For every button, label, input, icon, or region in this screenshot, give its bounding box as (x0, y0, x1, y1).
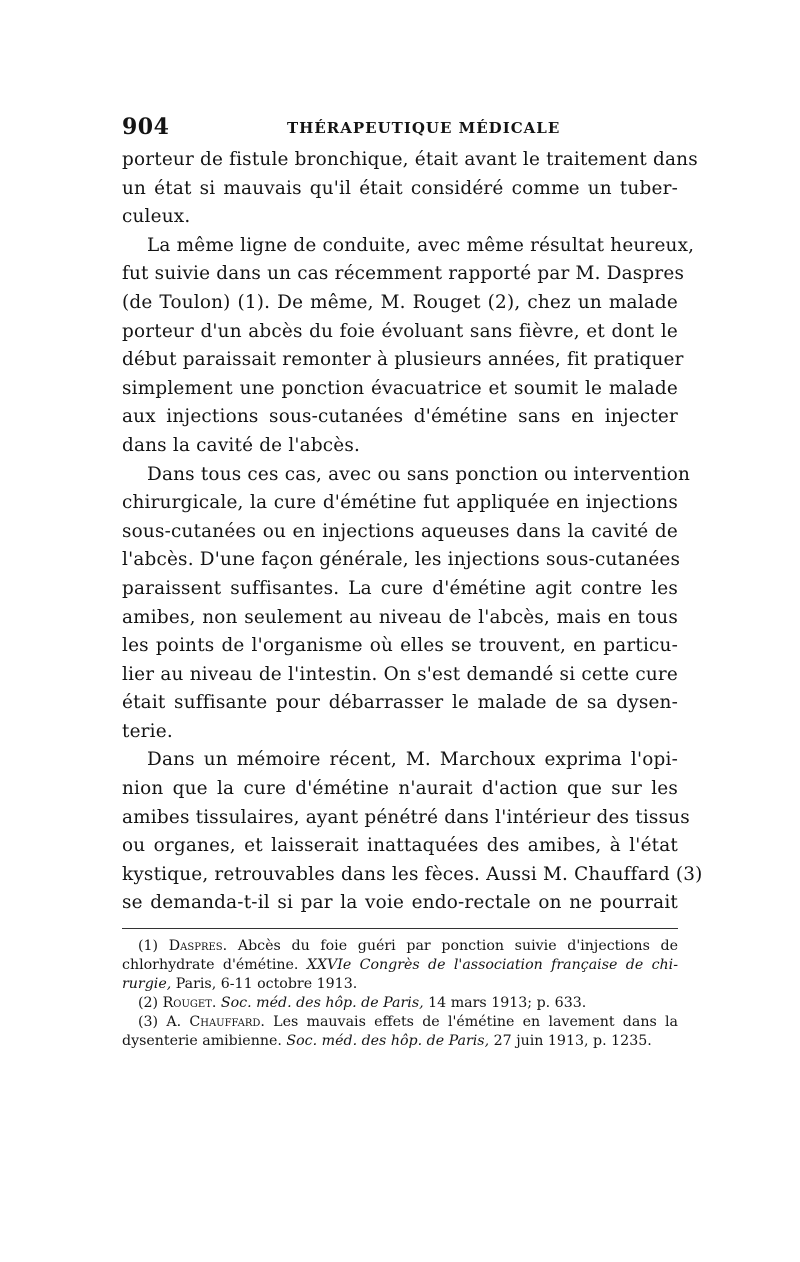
text-line: les points de l'organisme où elles se trouvent, en particu- (122, 635, 678, 657)
text-line: fut suivie dans un cas récemment rapporté par M. Daspres (122, 263, 685, 285)
main-text (122, 146, 703, 918)
running-title: THÉRAPEUTIQUE MÉDICALE (287, 119, 561, 137)
text-line: début paraissait remonter à plusieurs années, fit pratiquer (122, 349, 684, 371)
text-line: culeux. (122, 206, 191, 228)
text-line: était suffisante pour débarrasser le malade de sa dysen- (122, 692, 678, 714)
text-line: porteur de fistule bronchique, était avant le traitement dans (122, 149, 698, 170)
text-line: (de Toulon) (1). De même, M. Rouget (2), chez un malade (122, 291, 678, 313)
text-line: un état si mauvais qu'il était considéré comme un tuber- (122, 177, 678, 199)
text-line: simplement une ponction évacuatrice et soumit le malade (122, 377, 678, 399)
footnote-1: (1) Daspres. Abcès du foie guéri par ponction suivie d'injections de (138, 938, 679, 955)
text-line: lier au niveau de l'intestin. On s'est demandé si cette cure (122, 663, 678, 685)
text-line: kystique, retrouvables dans les fèces. Aussi M. Chauffard (3) (122, 863, 703, 885)
text-line: l'abcès. D'une façon générale, les injections sous-cutanées (122, 549, 681, 571)
footnote-divider (122, 928, 678, 929)
book-page (122, 110, 703, 1051)
text-line: dans la cavité de l'abcès. (122, 434, 361, 456)
text-line: paraissent suffisantes. La cure d'émétine agit contre les (122, 577, 678, 599)
text-line: porteur d'un abcès du foie évoluant sans fièvre, et dont le (122, 320, 678, 342)
text-line: amibes tissulaires, ayant pénétré dans l'intérieur des tissus (122, 806, 690, 828)
footnote-1-cont: chlorhydrate d'émétine. XXVIe Congrès de l'association française de chi- (122, 957, 678, 974)
text-line: La même ligne de conduite, avec même résultat heureux, (147, 234, 695, 256)
text-line: chirurgicale, la cure d'émétine fut appliquée en injections (122, 492, 678, 514)
text-line: se demanda-t-il si par la voie endo-rectale on ne pourrait (122, 892, 678, 914)
text-line: Dans tous ces cas, avec ou sans ponction ou intervention (147, 463, 691, 485)
page-number: 904 (122, 114, 170, 140)
text-line: terie. (122, 720, 173, 742)
text-line: nion que la cure d'émétine n'aurait d'action que sur les (122, 778, 678, 800)
running-header (122, 110, 678, 144)
text-line: amibes, non seulement au niveau de l'abcès, mais en tous (122, 606, 678, 628)
footnote-2: (2) Rouget. Soc. méd. des hôp. de Paris, 14 mars 1913; p. 633. (138, 995, 587, 1012)
text-line: ou organes, et laisserait inattaquées des amibes, à l'état (122, 835, 678, 857)
footnote-3-end: dysenterie amibienne. Soc. méd. des hôp. de Paris, 27 juin 1913, p. 1235. (122, 1033, 652, 1050)
text-line: Dans un mémoire récent, M. Marchoux exprima l'opi- (147, 749, 678, 771)
footnote-3: (3) A. Chauffard. Les mauvais effets de l'émétine en lavement dans la (138, 1014, 678, 1031)
text-line: sous-cutanées ou en injections aqueuses dans la cavité de (122, 520, 678, 542)
text-line: aux injections sous-cutanées d'émétine sans en injecter (122, 406, 678, 428)
footnote-1-end: rurgie, Paris, 6-11 octobre 1913. (122, 976, 358, 993)
footnotes (122, 937, 678, 1051)
